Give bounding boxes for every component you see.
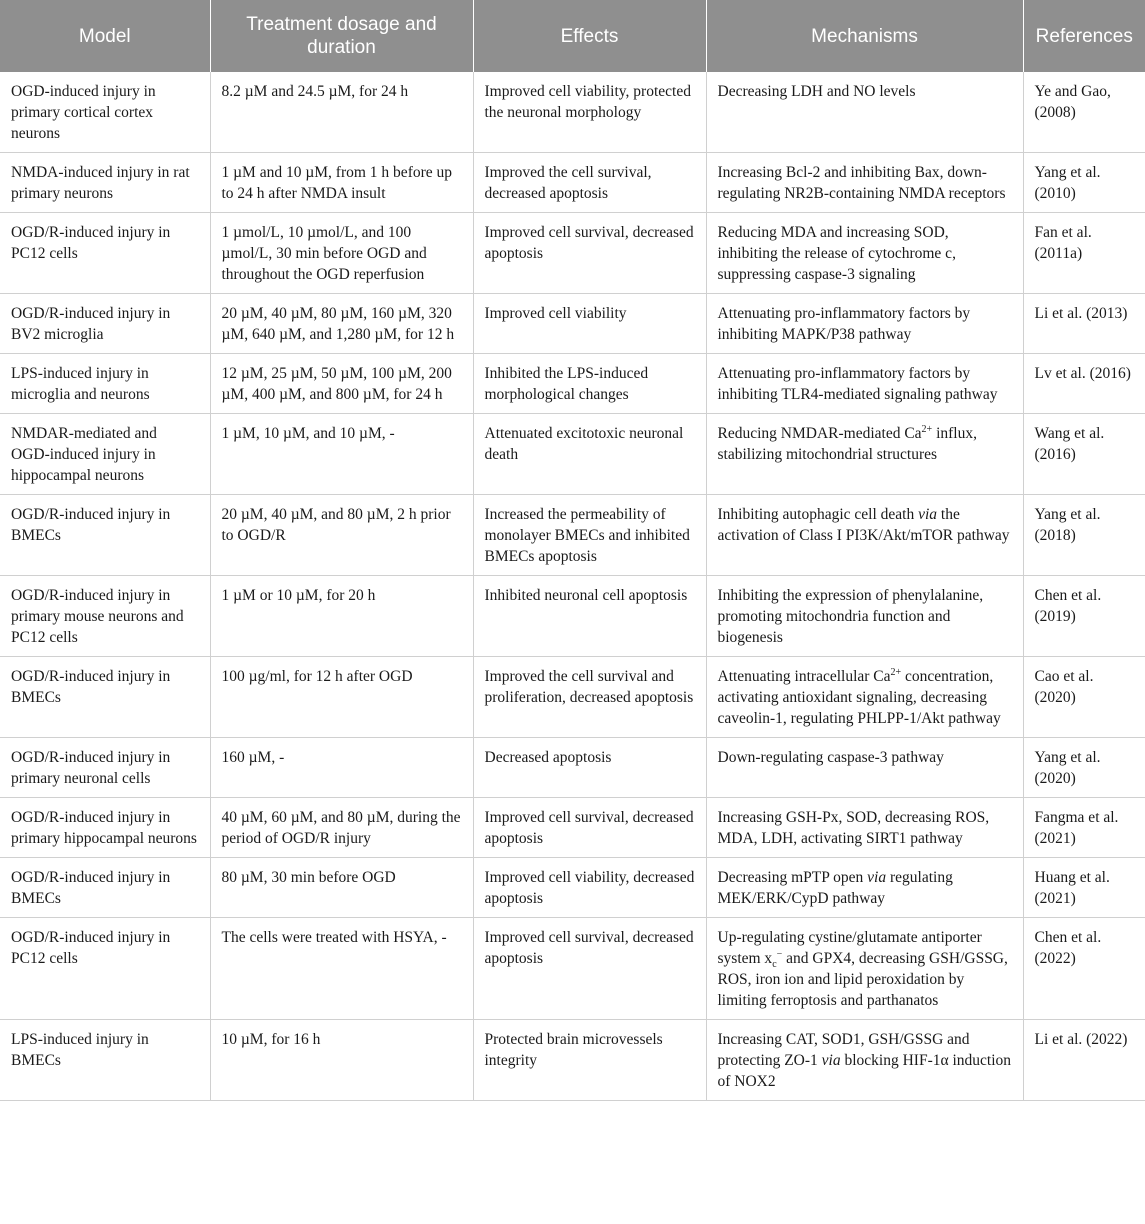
cell-dosage: 100 µg/ml, for 12 h after OGD bbox=[210, 657, 473, 738]
header-references: References bbox=[1023, 0, 1145, 72]
table-row bbox=[0, 414, 1145, 495]
cell-model: OGD/R-induced injury in primary mouse neurons and PC12 cells bbox=[0, 576, 210, 657]
cell-reference: Li et al. (2013) bbox=[1023, 294, 1145, 354]
mech-italic: via bbox=[867, 869, 887, 886]
cell-mechanisms: Increasing Bcl-2 and inhibiting Bax, down-regulating NR2B-containing NMDA receptors bbox=[706, 153, 1023, 213]
cell-mechanisms: Attenuating pro-inflammatory factors by inhibiting MAPK/P38 pathway bbox=[706, 294, 1023, 354]
cell-mechanisms bbox=[706, 414, 1023, 495]
cell-dosage: 40 µM, 60 µM, and 80 µM, during the period of OGD/R injury bbox=[210, 798, 473, 858]
mech-text: blocking HIF-1α induction of NOX2 bbox=[717, 1052, 1012, 1090]
table-row bbox=[0, 294, 1145, 354]
mech-text: Increasing CAT, SOD1, GSH/GSSG and protecting ZO-1 bbox=[717, 1031, 970, 1069]
cell-mechanisms: Increasing GSH-Px, SOD, decreasing ROS, MDA, LDH, activating SIRT1 pathway bbox=[706, 798, 1023, 858]
cell-dosage: 12 µM, 25 µM, 50 µM, 100 µM, 200 µM, 400 µM, and 800 µM, for 24 h bbox=[210, 354, 473, 414]
cell-dosage: 10 µM, for 16 h bbox=[210, 1020, 473, 1101]
table-row bbox=[0, 495, 1145, 576]
cell-reference: Chen et al. (2022) bbox=[1023, 918, 1145, 1020]
cell-mechanisms: Decreasing LDH and NO levels bbox=[706, 72, 1023, 153]
cell-effects: Increased the permeability of monolayer BMECs and inhibited BMECs apoptosis bbox=[473, 495, 706, 576]
mech-text: and GPX4, decreasing GSH/GSSG, ROS, iron ion and lipid peroxidation by limiting ferroptosis and parthanatos bbox=[717, 950, 1008, 1009]
cell-mechanisms: Attenuating pro-inflammatory factors by inhibiting TLR4-mediated signaling pathway bbox=[706, 354, 1023, 414]
cell-reference: Fan et al. (2011a) bbox=[1023, 213, 1145, 294]
table-row bbox=[0, 153, 1145, 213]
cell-dosage: The cells were treated with HSYA, - bbox=[210, 918, 473, 1020]
cell-reference: Lv et al. (2016) bbox=[1023, 354, 1145, 414]
header-model: Model bbox=[0, 0, 210, 72]
cell-mechanisms: Down-regulating caspase-3 pathway bbox=[706, 738, 1023, 798]
cell-model: LPS-induced injury in microglia and neurons bbox=[0, 354, 210, 414]
mech-text: Inhibiting autophagic cell death bbox=[717, 506, 919, 523]
cell-model: OGD-induced injury in primary cortical cortex neurons bbox=[0, 72, 210, 153]
cell-dosage: 80 µM, 30 min before OGD bbox=[210, 858, 473, 918]
table-row bbox=[0, 738, 1145, 798]
cell-reference: Wang et al. (2016) bbox=[1023, 414, 1145, 495]
table-row bbox=[0, 354, 1145, 414]
cell-effects: Inhibited neuronal cell apoptosis bbox=[473, 576, 706, 657]
cell-model: OGD/R-induced injury in BMECs bbox=[0, 495, 210, 576]
cell-reference: Yang et al. (2010) bbox=[1023, 153, 1145, 213]
table-header bbox=[0, 0, 1145, 72]
mech-text: concentration, activating antioxidant signaling, decreasing caveolin-1, regulating PHLPP-1/Akt pathway bbox=[717, 668, 1001, 727]
cell-mechanisms bbox=[706, 858, 1023, 918]
mech-text: Attenuating intracellular Ca bbox=[717, 668, 891, 685]
mech-text: Reducing NMDAR-mediated Ca bbox=[717, 425, 922, 442]
cell-effects: Improved cell viability bbox=[473, 294, 706, 354]
cell-mechanisms bbox=[706, 918, 1023, 1020]
header-dosage: Treatment dosage and duration bbox=[210, 0, 473, 72]
cell-model: OGD/R-induced injury in primary hippocampal neurons bbox=[0, 798, 210, 858]
table-row bbox=[0, 576, 1145, 657]
cell-reference: Fangma et al. (2021) bbox=[1023, 798, 1145, 858]
table-row bbox=[0, 798, 1145, 858]
cell-reference: Ye and Gao, (2008) bbox=[1023, 72, 1145, 153]
mech-text: influx, stabilizing mitochondrial structures bbox=[717, 425, 977, 463]
header-mechanisms: Mechanisms bbox=[706, 0, 1023, 72]
cell-mechanisms bbox=[706, 1020, 1023, 1101]
cell-effects: Protected brain microvessels integrity bbox=[473, 1020, 706, 1101]
cell-effects: Improved cell viability, decreased apoptosis bbox=[473, 858, 706, 918]
mech-text: regulating MEK/ERK/CypD pathway bbox=[717, 869, 953, 907]
cell-model: OGD/R-induced injury in BV2 microglia bbox=[0, 294, 210, 354]
cell-effects: Decreased apoptosis bbox=[473, 738, 706, 798]
cell-effects: Improved the cell survival and proliferation, decreased apoptosis bbox=[473, 657, 706, 738]
mech-italic: via bbox=[918, 506, 938, 523]
cell-model: LPS-induced injury in BMECs bbox=[0, 1020, 210, 1101]
mech-text: the activation of Class I PI3K/Akt/mTOR pathway bbox=[717, 506, 1010, 544]
cell-reference: Yang et al. (2020) bbox=[1023, 738, 1145, 798]
ca-superscript: 2+ bbox=[890, 666, 902, 678]
table-row bbox=[0, 858, 1145, 918]
cell-dosage: 1 µM, 10 µM, and 10 µM, - bbox=[210, 414, 473, 495]
cell-dosage: 20 µM, 40 µM, and 80 µM, 2 h prior to OGD/R bbox=[210, 495, 473, 576]
cell-reference: Chen et al. (2019) bbox=[1023, 576, 1145, 657]
cell-mechanisms: Inhibiting the expression of phenylalanine, promoting mitochondria function and biogenesis bbox=[706, 576, 1023, 657]
table-row bbox=[0, 657, 1145, 738]
table-row bbox=[0, 213, 1145, 294]
header-row bbox=[0, 0, 1145, 72]
table-row bbox=[0, 1020, 1145, 1101]
table-row bbox=[0, 918, 1145, 1020]
cell-dosage: 8.2 µM and 24.5 µM, for 24 h bbox=[210, 72, 473, 153]
cell-dosage: 160 µM, - bbox=[210, 738, 473, 798]
cell-model: OGD/R-induced injury in primary neuronal cells bbox=[0, 738, 210, 798]
cell-effects: Improved cell viability, protected the neuronal morphology bbox=[473, 72, 706, 153]
header-effects: Effects bbox=[473, 0, 706, 72]
cell-effects: Improved the cell survival, decreased apoptosis bbox=[473, 153, 706, 213]
cell-model: NMDA-induced injury in rat primary neurons bbox=[0, 153, 210, 213]
cell-model: OGD/R-induced injury in PC12 cells bbox=[0, 213, 210, 294]
cell-reference: Cao et al. (2020) bbox=[1023, 657, 1145, 738]
table-body bbox=[0, 72, 1145, 1101]
cell-dosage: 1 µM and 10 µM, from 1 h before up to 24 h after NMDA insult bbox=[210, 153, 473, 213]
cell-model: NMDAR-mediated and OGD-induced injury in hippocampal neurons bbox=[0, 414, 210, 495]
cell-dosage: 1 µmol/L, 10 µmol/L, and 100 µmol/L, 30 min before OGD and throughout the OGD reperfusion bbox=[210, 213, 473, 294]
cell-model: OGD/R-induced injury in BMECs bbox=[0, 858, 210, 918]
cell-effects: Improved cell survival, decreased apoptosis bbox=[473, 918, 706, 1020]
cell-reference: Yang et al. (2018) bbox=[1023, 495, 1145, 576]
cell-dosage: 20 µM, 40 µM, 80 µM, 160 µM, 320 µM, 640 µM, and 1,280 µM, for 12 h bbox=[210, 294, 473, 354]
mech-text: Decreasing mPTP open bbox=[717, 869, 868, 886]
cell-effects: Improved cell survival, decreased apoptosis bbox=[473, 798, 706, 858]
cell-model: OGD/R-induced injury in BMECs bbox=[0, 657, 210, 738]
cell-effects: Attenuated excitotoxic neuronal death bbox=[473, 414, 706, 495]
cell-effects: Inhibited the LPS-induced morphological changes bbox=[473, 354, 706, 414]
cell-dosage: 1 µM or 10 µM, for 20 h bbox=[210, 576, 473, 657]
xc-superscript: − bbox=[776, 948, 783, 960]
table-row bbox=[0, 72, 1145, 153]
cell-mechanisms bbox=[706, 657, 1023, 738]
ca-superscript: 2+ bbox=[921, 423, 933, 435]
cell-model: OGD/R-induced injury in PC12 cells bbox=[0, 918, 210, 1020]
cell-mechanisms bbox=[706, 495, 1023, 576]
mech-text: Up-regulating cystine/glutamate antiporter system x bbox=[717, 929, 982, 967]
xc-subscript: c bbox=[772, 959, 777, 971]
cell-mechanisms: Reducing MDA and increasing SOD, inhibiting the release of cytochrome c, suppressing caspase-3 signaling bbox=[706, 213, 1023, 294]
cell-effects: Improved cell survival, decreased apoptosis bbox=[473, 213, 706, 294]
mech-italic: via bbox=[821, 1052, 841, 1069]
cell-reference: Li et al. (2022) bbox=[1023, 1020, 1145, 1101]
cell-reference: Huang et al. (2021) bbox=[1023, 858, 1145, 918]
